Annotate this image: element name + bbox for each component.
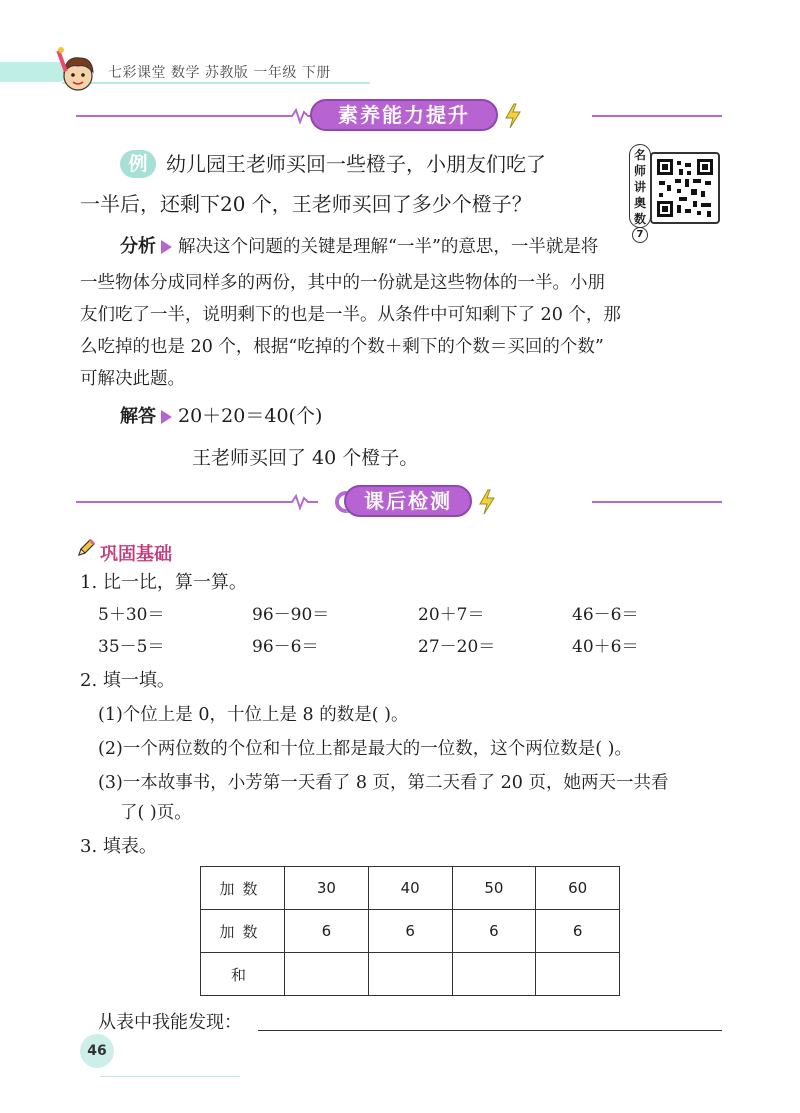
pencil-icon <box>76 538 96 558</box>
teacher-lecture-label <box>629 144 651 240</box>
qr-label-char: 奥 <box>633 196 646 210</box>
finding-answer-line[interactable] <box>258 1030 722 1031</box>
question-1-title: 1. 比一比，算一算。 <box>80 572 247 593</box>
q2-item-2: (2)一个两位数的个位和十位上都是最大的一位数，这个两位数是( )。 <box>98 739 633 759</box>
table-cell: 6 <box>452 910 536 953</box>
question-2-title: 2. 填一填。 <box>80 670 175 691</box>
banner-line-right <box>592 501 722 503</box>
answer-label: 解答 <box>120 406 156 427</box>
answer-sentence: 王老师买回了 40 个橙子。 <box>192 447 419 469</box>
finding-label: 从表中我能发现： <box>98 1012 242 1033</box>
banner-line-left <box>76 115 280 117</box>
row-header: 加数 <box>201 867 285 910</box>
answer-equation: 20＋20＝40(个) <box>178 405 323 427</box>
answer-cell[interactable] <box>285 953 369 996</box>
answer-cell[interactable] <box>452 953 536 996</box>
table-row <box>201 953 620 996</box>
q1-expr: 96－90＝ <box>252 605 330 625</box>
footer-line <box>100 1076 240 1077</box>
analysis-line-5: 可解决此题。 <box>80 369 185 389</box>
qr-label-char: 7 <box>632 227 648 243</box>
answer-arrow-icon <box>161 410 172 424</box>
header-underline <box>62 82 370 84</box>
table-cell: 6 <box>285 910 369 953</box>
qr-code-icon <box>657 159 713 217</box>
mascot-icon <box>52 46 104 94</box>
q1-expr: 35－5＝ <box>98 637 165 657</box>
q1-expr: 27－20＝ <box>418 637 496 657</box>
table-cell: 40 <box>368 867 452 910</box>
qr-code[interactable] <box>650 152 720 224</box>
analysis-label: 分析 <box>120 236 156 257</box>
q1-expr: 96－6＝ <box>252 637 319 657</box>
section-banner-after-class <box>76 482 722 522</box>
q1-expr: 5＋30＝ <box>98 605 165 625</box>
table-cell: 50 <box>452 867 536 910</box>
banner-title: 课后检测 <box>344 485 472 517</box>
table-cell: 6 <box>536 910 620 953</box>
row-header: 加数 <box>201 910 285 953</box>
answer-cell[interactable] <box>536 953 620 996</box>
q1-expr: 46－6＝ <box>572 605 639 625</box>
section-banner-literacy <box>76 96 722 136</box>
qr-label-char: 名 <box>633 148 646 162</box>
fill-table <box>200 866 620 996</box>
banner-title: 素养能力提升 <box>310 99 498 131</box>
analysis-line-1: 解决这个问题的关键是理解“一半”的意思，一半就是将 <box>178 237 599 257</box>
q2-item-3: (3)一本故事书，小芳第一天看了 8 页，第二天看了 20 页，她两天一共看 <box>98 773 669 793</box>
analysis-line-4: 么吃掉的也是 20 个，根据“吃掉的个数＋剩下的个数＝买回的个数” <box>80 337 604 357</box>
q2-item-1: (1)个位上是 0，十位上是 8 的数是( )。 <box>98 705 409 725</box>
practice-section-title: 巩固基础 <box>100 544 172 565</box>
table-cell: 30 <box>285 867 369 910</box>
header-title: 七彩课堂 数学 苏教版 一年级 下册 <box>108 65 331 81</box>
lightning-icon <box>476 488 498 516</box>
analysis-arrow-icon <box>161 240 172 254</box>
row-header: 和 <box>201 953 285 996</box>
q1-expr: 20＋7＝ <box>418 605 485 625</box>
example-line-2: 一半后，还剩下20 个，王老师买回了多少个橙子？ <box>80 192 532 216</box>
analysis-line-3: 友们吃了一半，说明剩下的也是一半。从条件中可知剩下了 20 个，那 <box>80 305 621 325</box>
banner-line-right <box>592 115 722 117</box>
q2-item-3-cont: 了( )页。 <box>120 803 192 823</box>
table-cell: 60 <box>536 867 620 910</box>
example-badge: 例 <box>120 150 156 178</box>
table-cell: 6 <box>368 910 452 953</box>
qr-label-char: 师 <box>633 164 646 178</box>
question-3-title: 3. 填表。 <box>80 836 157 857</box>
qr-label-char: 讲 <box>633 180 646 194</box>
answer-cell[interactable] <box>368 953 452 996</box>
qr-label-char: 数 <box>633 212 646 226</box>
q1-expr: 40＋6＝ <box>572 637 639 657</box>
table-row <box>201 910 620 953</box>
lightning-icon <box>502 102 524 130</box>
table-row <box>201 867 620 910</box>
analysis-line-2: 一些物体分成同样多的两份，其中的一份就是这些物体的一半。小朋 <box>80 273 605 293</box>
page-number: 46 <box>80 1034 114 1068</box>
banner-line-left <box>76 501 280 503</box>
example-line-1: 幼儿园王老师买回一些橙子，小朋友们吃了 <box>166 152 546 176</box>
